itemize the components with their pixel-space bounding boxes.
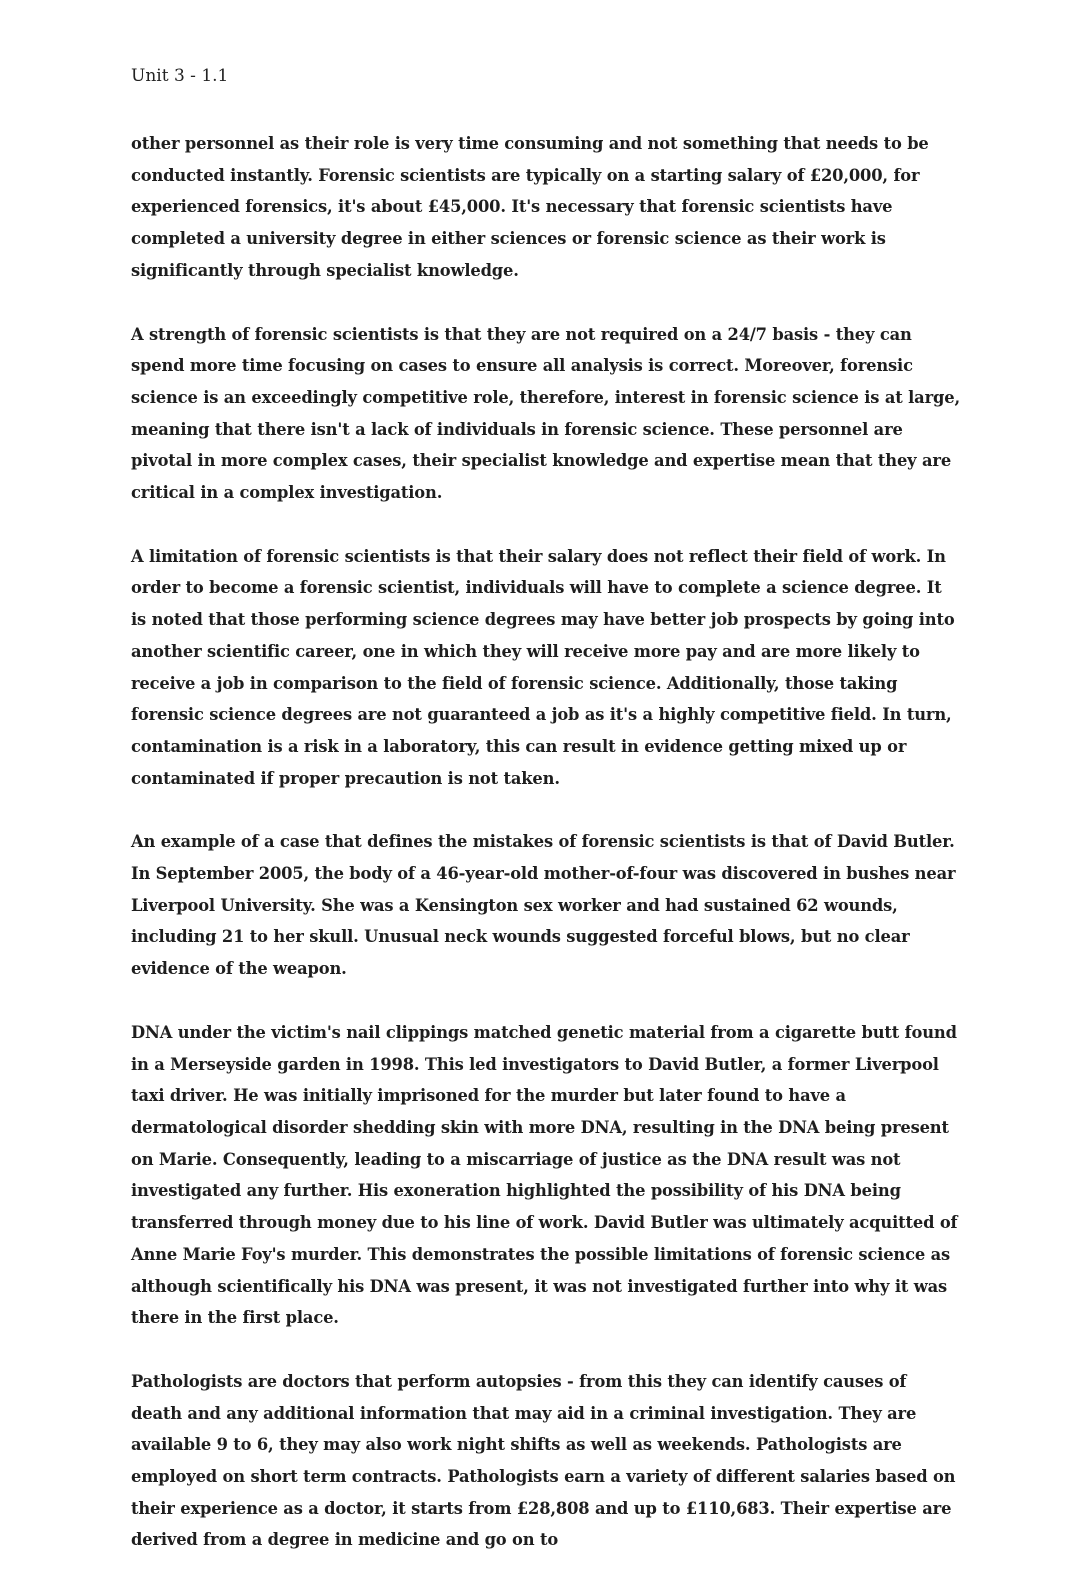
- paragraph-forensic-role-salary: other personnel as their role is very time consuming and not something that needs to be conducted instantly. Forensic scientists are typically on a starting salary of £20,000, for experienced forensics, it's about £45,000. It's necessary that forensic scientists have completed a university degree in either sciences or forensic science as their work is significantly through specialist knowledge.: [131, 134, 929, 280]
- paragraph-pathologists: Pathologists are doctors that perform autopsies - from this they can identify causes of death and any additional information that may aid in a criminal investigation. They are available 9 to 6, they may also work night shifts as well as weekends. Pathologists are employed on short term contracts. Pathologists earn a variety of different salaries based on their experience as a doctor, it starts from £28,808 and up to £110,683. Their expertise are derived from a degree in medicine and go on to: [131, 1371, 956, 1550]
- paragraph-forensic-strengths: A strength of forensic scientists is that they are not required on a 24/7 basis - they can spend more time focusing on cases to ensure all analysis is correct. Moreover, forensic science is an exceedingly competitive role, therefore, interest in forensic science is at large, meaning that there isn't a lack of individuals in forensic science. These personnel are pivotal in more complex cases, their specialist knowledge and expertise mean that they are critical in a complex investigation.: [131, 324, 960, 503]
- paragraph-case-example-intro: An example of a case that defines the mistakes of forensic scientists is that of David Butler. In September 2005, the body of a 46-year-old mother-of-four was discovered in bushes near Liverpool University. She was a Kensington sex worker and had sustained 62 wounds, including 21 to her skull. Unusual neck wounds suggested forceful blows, but no clear evidence of the weapon.: [131, 832, 956, 979]
- page-header-unit-label: Unit 3 - 1.1: [131, 66, 229, 86]
- document-body: [131, 128, 961, 1588]
- paragraph-forensic-limitations: A limitation of forensic scientists is that their salary does not reflect their field of work. In order to become a forensic scientist, individuals will have to complete a science degree. It is noted that those performing science degrees may have better job prospects by going into another scientific career, one in which they will receive more pay and are more likely to receive a job in comparison to the field of forensic science. Additionally, those taking forensic science degrees are not guaranteed a job as it's a highly competitive field. In turn, contamination is a risk in a laboratory, this can result in evidence getting mixed up or contaminated if proper precaution is not taken.: [131, 546, 955, 788]
- paragraph-case-example-dna: DNA under the victim's nail clippings matched genetic material from a cigarette butt found in a Merseyside garden in 1998. This led investigators to David Butler, a former Liverpool taxi driver. He was initially imprisoned for the murder but later found to have a dermatological disorder shedding skin with more DNA, resulting in the DNA being present on Marie. Consequently, leading to a miscarriage of justice as the DNA result was not investigated any further. His exoneration highlighted the possibility of his DNA being transferred through money due to his line of work. David Butler was ultimately acquitted of Anne Marie Foy's murder. This demonstrates the possible limitations of forensic science as although scientifically his DNA was present, it was not investigated further into why it was there in the first place.: [131, 1022, 958, 1328]
